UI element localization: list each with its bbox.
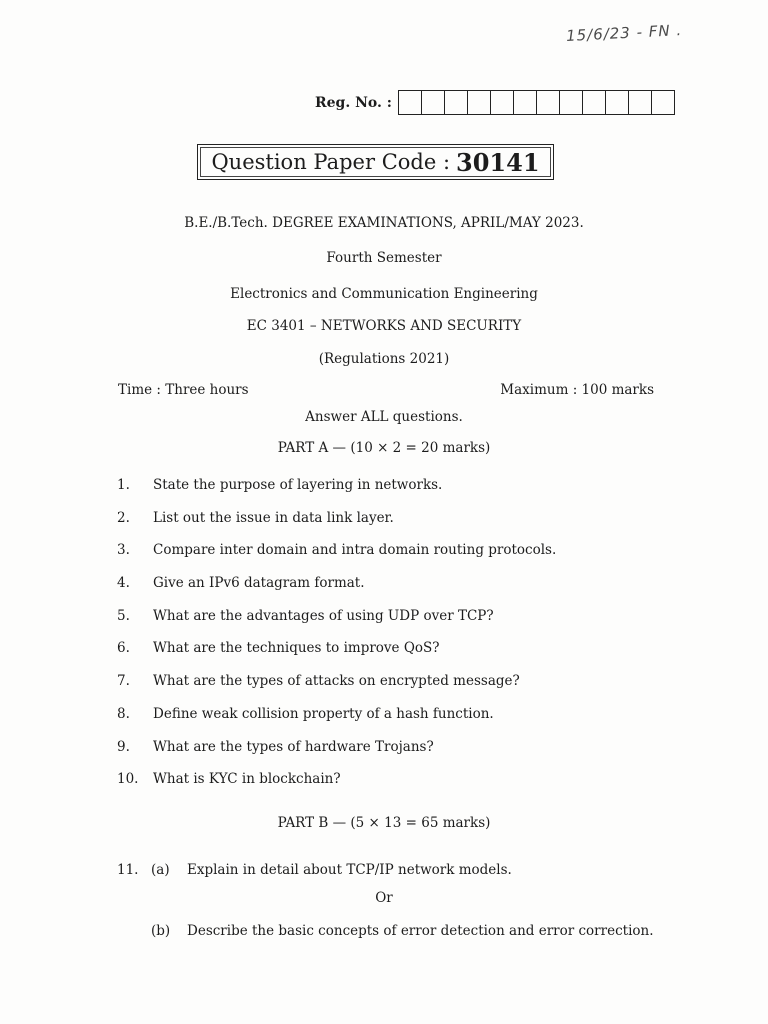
question-item: [117, 477, 677, 510]
question-item: [117, 739, 677, 772]
question-text: Give an IPv6 datagram format.: [153, 575, 365, 592]
maximum-marks: Maximum : 100 marks: [500, 382, 654, 398]
reg-no-boxes: [398, 90, 675, 115]
reg-no-label: Reg. No. :: [315, 94, 392, 111]
question-text: State the purpose of layering in networks.: [153, 477, 443, 493]
question-number: 3.: [117, 542, 130, 559]
part-a-heading: PART A — (10 × 2 = 20 marks): [277, 440, 491, 456]
department: Electronics and Communication Engineering: [230, 286, 538, 302]
reg-no-digit-box: [445, 91, 468, 114]
option-label-b: (b): [151, 923, 171, 939]
or-separator: Or: [375, 890, 393, 906]
question-text: What are the types of attacks on encrypted message?: [153, 673, 520, 690]
question-paper-code: 30141: [456, 147, 540, 177]
question-text: What are the advantages of using UDP over TCP?: [153, 607, 494, 624]
question-11a: [117, 862, 512, 878]
reg-no-digit-box: [537, 91, 560, 114]
question-paper-code-label: Question Paper Code :: [211, 150, 451, 174]
question-number: 11.: [117, 862, 139, 878]
question-item: [117, 673, 677, 706]
question-number: 7.: [117, 673, 130, 690]
question-item: [117, 575, 677, 608]
reg-no-digit-box: [652, 91, 674, 114]
course-title: EC 3401 – NETWORKS AND SECURITY: [246, 318, 522, 334]
question-text: What are the techniques to improve QoS?: [153, 640, 440, 657]
question-item: [117, 608, 677, 641]
time-allowed: Time : Three hours: [118, 382, 249, 398]
instruction: Answer ALL questions.: [305, 409, 463, 425]
option-label-a: (a): [151, 862, 170, 878]
question-number: 5.: [117, 607, 130, 624]
reg-no-digit-box: [606, 91, 629, 114]
question-item: [117, 771, 677, 804]
exam-title: B.E./B.Tech. DEGREE EXAMINATIONS, APRIL/MAY 2023.: [184, 215, 584, 231]
reg-no-digit-box: [422, 91, 445, 114]
semester: Fourth Semester: [326, 250, 442, 266]
question-item: [117, 640, 677, 673]
question-11b: [151, 923, 654, 939]
reg-no-digit-box: [399, 91, 422, 114]
question-text: What are the types of hardware Trojans?: [153, 738, 434, 755]
question-text: Describe the basic concepts of error detection and error correction.: [187, 923, 654, 939]
part-b-heading: PART B — (5 × 13 = 65 marks): [277, 815, 491, 831]
reg-no-digit-box: [468, 91, 491, 114]
question-number: 9.: [117, 738, 130, 755]
question-number: 10.: [117, 771, 139, 788]
question-text: What is KYC in blockchain?: [153, 771, 341, 788]
question-text: List out the issue in data link layer.: [153, 509, 394, 526]
reg-no-row: [315, 90, 675, 115]
question-item: [117, 510, 677, 543]
part-a-questions: [117, 477, 677, 804]
question-number: 8.: [117, 705, 130, 722]
question-number: 2.: [117, 509, 130, 526]
reg-no-digit-box: [629, 91, 652, 114]
question-number: 1.: [117, 477, 130, 493]
question-item: [117, 706, 677, 739]
reg-no-digit-box: [514, 91, 537, 114]
reg-no-digit-box: [560, 91, 583, 114]
question-text: Define weak collision property of a hash function.: [153, 705, 494, 722]
time-marks-row: [118, 382, 654, 398]
question-number: 6.: [117, 640, 130, 657]
question-paper-code-box: [197, 144, 554, 180]
question-text: Compare inter domain and intra domain routing protocols.: [153, 542, 557, 559]
regulations: (Regulations 2021): [318, 351, 450, 367]
question-text: Explain in detail about TCP/IP network models.: [187, 862, 512, 878]
question-number: 4.: [117, 575, 130, 592]
handwritten-date-annotation: 15/6/23 - FN .: [565, 20, 683, 46]
reg-no-digit-box: [491, 91, 514, 114]
reg-no-digit-box: [583, 91, 606, 114]
question-item: [117, 542, 677, 575]
